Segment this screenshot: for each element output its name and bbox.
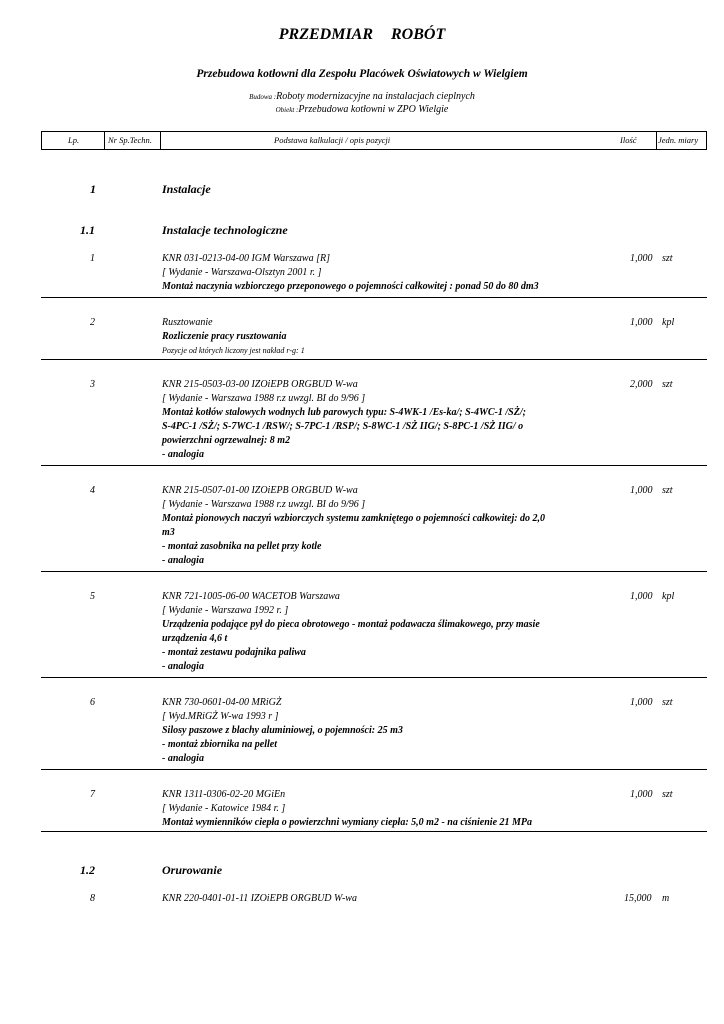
item-remark: - montaż zestawu podajnika paliwa — [162, 647, 306, 658]
item-title: Montaż wymienników ciepła o powierzchni wymiany ciepła: 5,0 m2 - na ciśnienie 21 MPa — [162, 817, 533, 828]
item-quantity: 15,000 — [624, 893, 652, 904]
row-divider — [41, 297, 707, 298]
catalog-reference: KNR 215-0507-01-00 IZOiEPB ORGBUD W-wa — [162, 485, 358, 496]
item-remark: - analogia — [162, 555, 204, 566]
subsection-title: Orurowanie — [162, 863, 223, 877]
row-divider — [41, 465, 707, 466]
obiekt-line — [0, 104, 724, 115]
header-nr: Nr Sp.Techn. — [108, 135, 152, 145]
catalog-reference: KNR 721-1005-06-00 WACETOB Warszawa — [162, 591, 340, 602]
item-description — [162, 590, 540, 674]
item-description — [162, 252, 539, 294]
item-title: Montaż pionowych naczyń wzbiorczych systemu zamkniętego o pojemności całkowitej: do 2,0 — [162, 513, 546, 524]
row-divider — [41, 677, 707, 678]
section-number: 1 — [90, 182, 96, 196]
item-description — [162, 316, 305, 358]
catalog-reference: KNR 215-0503-03-00 IZOiEPB ORGBUD W-wa — [162, 379, 358, 390]
item-remark: - analogia — [162, 661, 204, 672]
table-header — [41, 131, 707, 150]
header-divider — [160, 132, 161, 149]
catalog-edition: [ Wydanie - Warszawa 1992 r. ] — [162, 605, 289, 616]
item-title: Montaż kotłów stalowych wodnych lub parowych typu: S-4WK-1 /Es-ka/; S-4WC-1 /SŻ/; — [162, 407, 526, 418]
subsection-title: Instalacje technologiczne — [162, 223, 288, 237]
item-description — [162, 696, 403, 766]
row-divider — [41, 831, 707, 832]
catalog-reference: KNR 220-0401-01-11 IZOiEPB ORGBUD W-wa — [162, 893, 357, 904]
item-quantity: 1,000 — [630, 317, 653, 328]
item-number: 8 — [90, 893, 95, 904]
catalog-edition: [ Wydanie - Katowice 1984 r. ] — [162, 803, 286, 814]
item-number: 2 — [90, 317, 95, 328]
item-number: 1 — [90, 253, 95, 264]
item-title: urządzenia 4,6 t — [162, 633, 228, 644]
header-divider — [656, 132, 657, 149]
item-remark: - analogia — [162, 449, 204, 460]
obiekt-value: Przebudowa kotłowni w ZPO Wielgie — [298, 104, 449, 115]
item-title: Montaż naczynia wzbiorczego przeponowego o pojemności całkowitej : ponad 50 do 80 dm3 — [162, 281, 539, 292]
row-divider — [41, 359, 707, 360]
item-title: powierzchni ogrzewalnej: 8 m2 — [162, 435, 291, 446]
item-description — [162, 788, 532, 830]
catalog-edition: [ Wydanie - Warszawa-Olsztyn 2001 r. ] — [162, 267, 322, 278]
item-number: 7 — [90, 789, 95, 800]
item-title: S-4PC-1 /SŻ/; S-7WC-1 /RSW/; S-7PC-1 /RSP/; S-8WC-1 /SŻ IIG/; S-8PC-1 /SŻ IIG/ o — [162, 421, 524, 432]
item-note: Pozycje od których liczony jest nakład r-g: 1 — [162, 346, 305, 355]
budowa-value: Roboty modernizacyjne na instalacjach cieplnych — [276, 91, 475, 102]
item-unit: m — [662, 893, 670, 904]
item-unit: szt — [662, 485, 673, 496]
item-unit: szt — [662, 697, 673, 708]
item-remark: - montaż zasobnika na pellet przy kotle — [162, 541, 322, 552]
document-title: PRZEDMIAR ROBÓT — [278, 26, 446, 43]
header-lp: Lp. — [68, 135, 80, 145]
catalog-edition: [ Wydanie - Warszawa 1988 r.z uwzgl. BI do 9/96 ] — [162, 499, 366, 510]
document-subtitle: Przebudowa kotłowni dla Zespołu Placówek Oświatowych w Wielgiem — [196, 68, 528, 80]
catalog-reference: KNR 031-0213-04-00 IGM Warszawa [R] — [162, 253, 330, 264]
header-ilosc: Ilość — [620, 135, 637, 145]
section-title: Instalacje — [162, 182, 211, 196]
item-quantity: 2,000 — [630, 379, 653, 390]
item-quantity: 1,000 — [630, 697, 653, 708]
obiekt-label: Obiekt : — [275, 106, 299, 114]
item-title: Urządzenia podające pył do pieca obrotowego - montaż podawacza ślimakowego, przy masie — [162, 619, 540, 630]
budowa-label: Budowa : — [249, 93, 277, 101]
row-divider — [41, 571, 707, 572]
item-title: Silosy paszowe z blachy aluminiowej, o pojemności: 25 m3 — [162, 725, 403, 736]
budowa-line — [0, 91, 724, 102]
item-quantity: 1,000 — [630, 591, 653, 602]
item-number: 3 — [90, 379, 95, 390]
header-opis: Podstawa kalkulacji / opis pozycji — [274, 135, 391, 145]
subsection-number: 1.1 — [80, 223, 95, 237]
item-remark: - montaż zbiornika na pellet — [162, 739, 278, 750]
item-quantity: 1,000 — [630, 253, 653, 264]
catalog-edition: [ Wyd.MRiGŻ W-wa 1993 r ] — [162, 711, 279, 722]
catalog-reference: KNR 1311-0306-02-20 MGiEn — [162, 789, 286, 800]
item-unit: kpl — [662, 591, 675, 602]
row-divider — [41, 769, 707, 770]
catalog-reference: KNR 730-0601-04-00 MRiGŻ — [162, 697, 282, 708]
item-number: 4 — [90, 485, 95, 496]
header-jedn: Jedn. miary — [658, 135, 699, 145]
item-unit: szt — [662, 253, 673, 264]
item-title: Rozliczenie pracy rusztowania — [162, 331, 287, 342]
subsection-number: 1.2 — [80, 863, 95, 877]
item-title: m3 — [162, 527, 175, 538]
item-unit: szt — [662, 789, 673, 800]
catalog-reference: Rusztowanie — [162, 317, 213, 328]
item-description — [162, 378, 526, 462]
catalog-edition: [ Wydanie - Warszawa 1988 r.z uwzgl. BI do 9/96 ] — [162, 393, 366, 404]
item-unit: kpl — [662, 317, 675, 328]
item-number: 5 — [90, 591, 95, 602]
item-quantity: 1,000 — [630, 789, 653, 800]
item-remark: - analogia — [162, 753, 204, 764]
item-description — [162, 484, 545, 568]
header-divider — [104, 132, 105, 149]
item-quantity: 1,000 — [630, 485, 653, 496]
item-number: 6 — [90, 697, 95, 708]
item-description — [162, 892, 357, 906]
item-unit: szt — [662, 379, 673, 390]
